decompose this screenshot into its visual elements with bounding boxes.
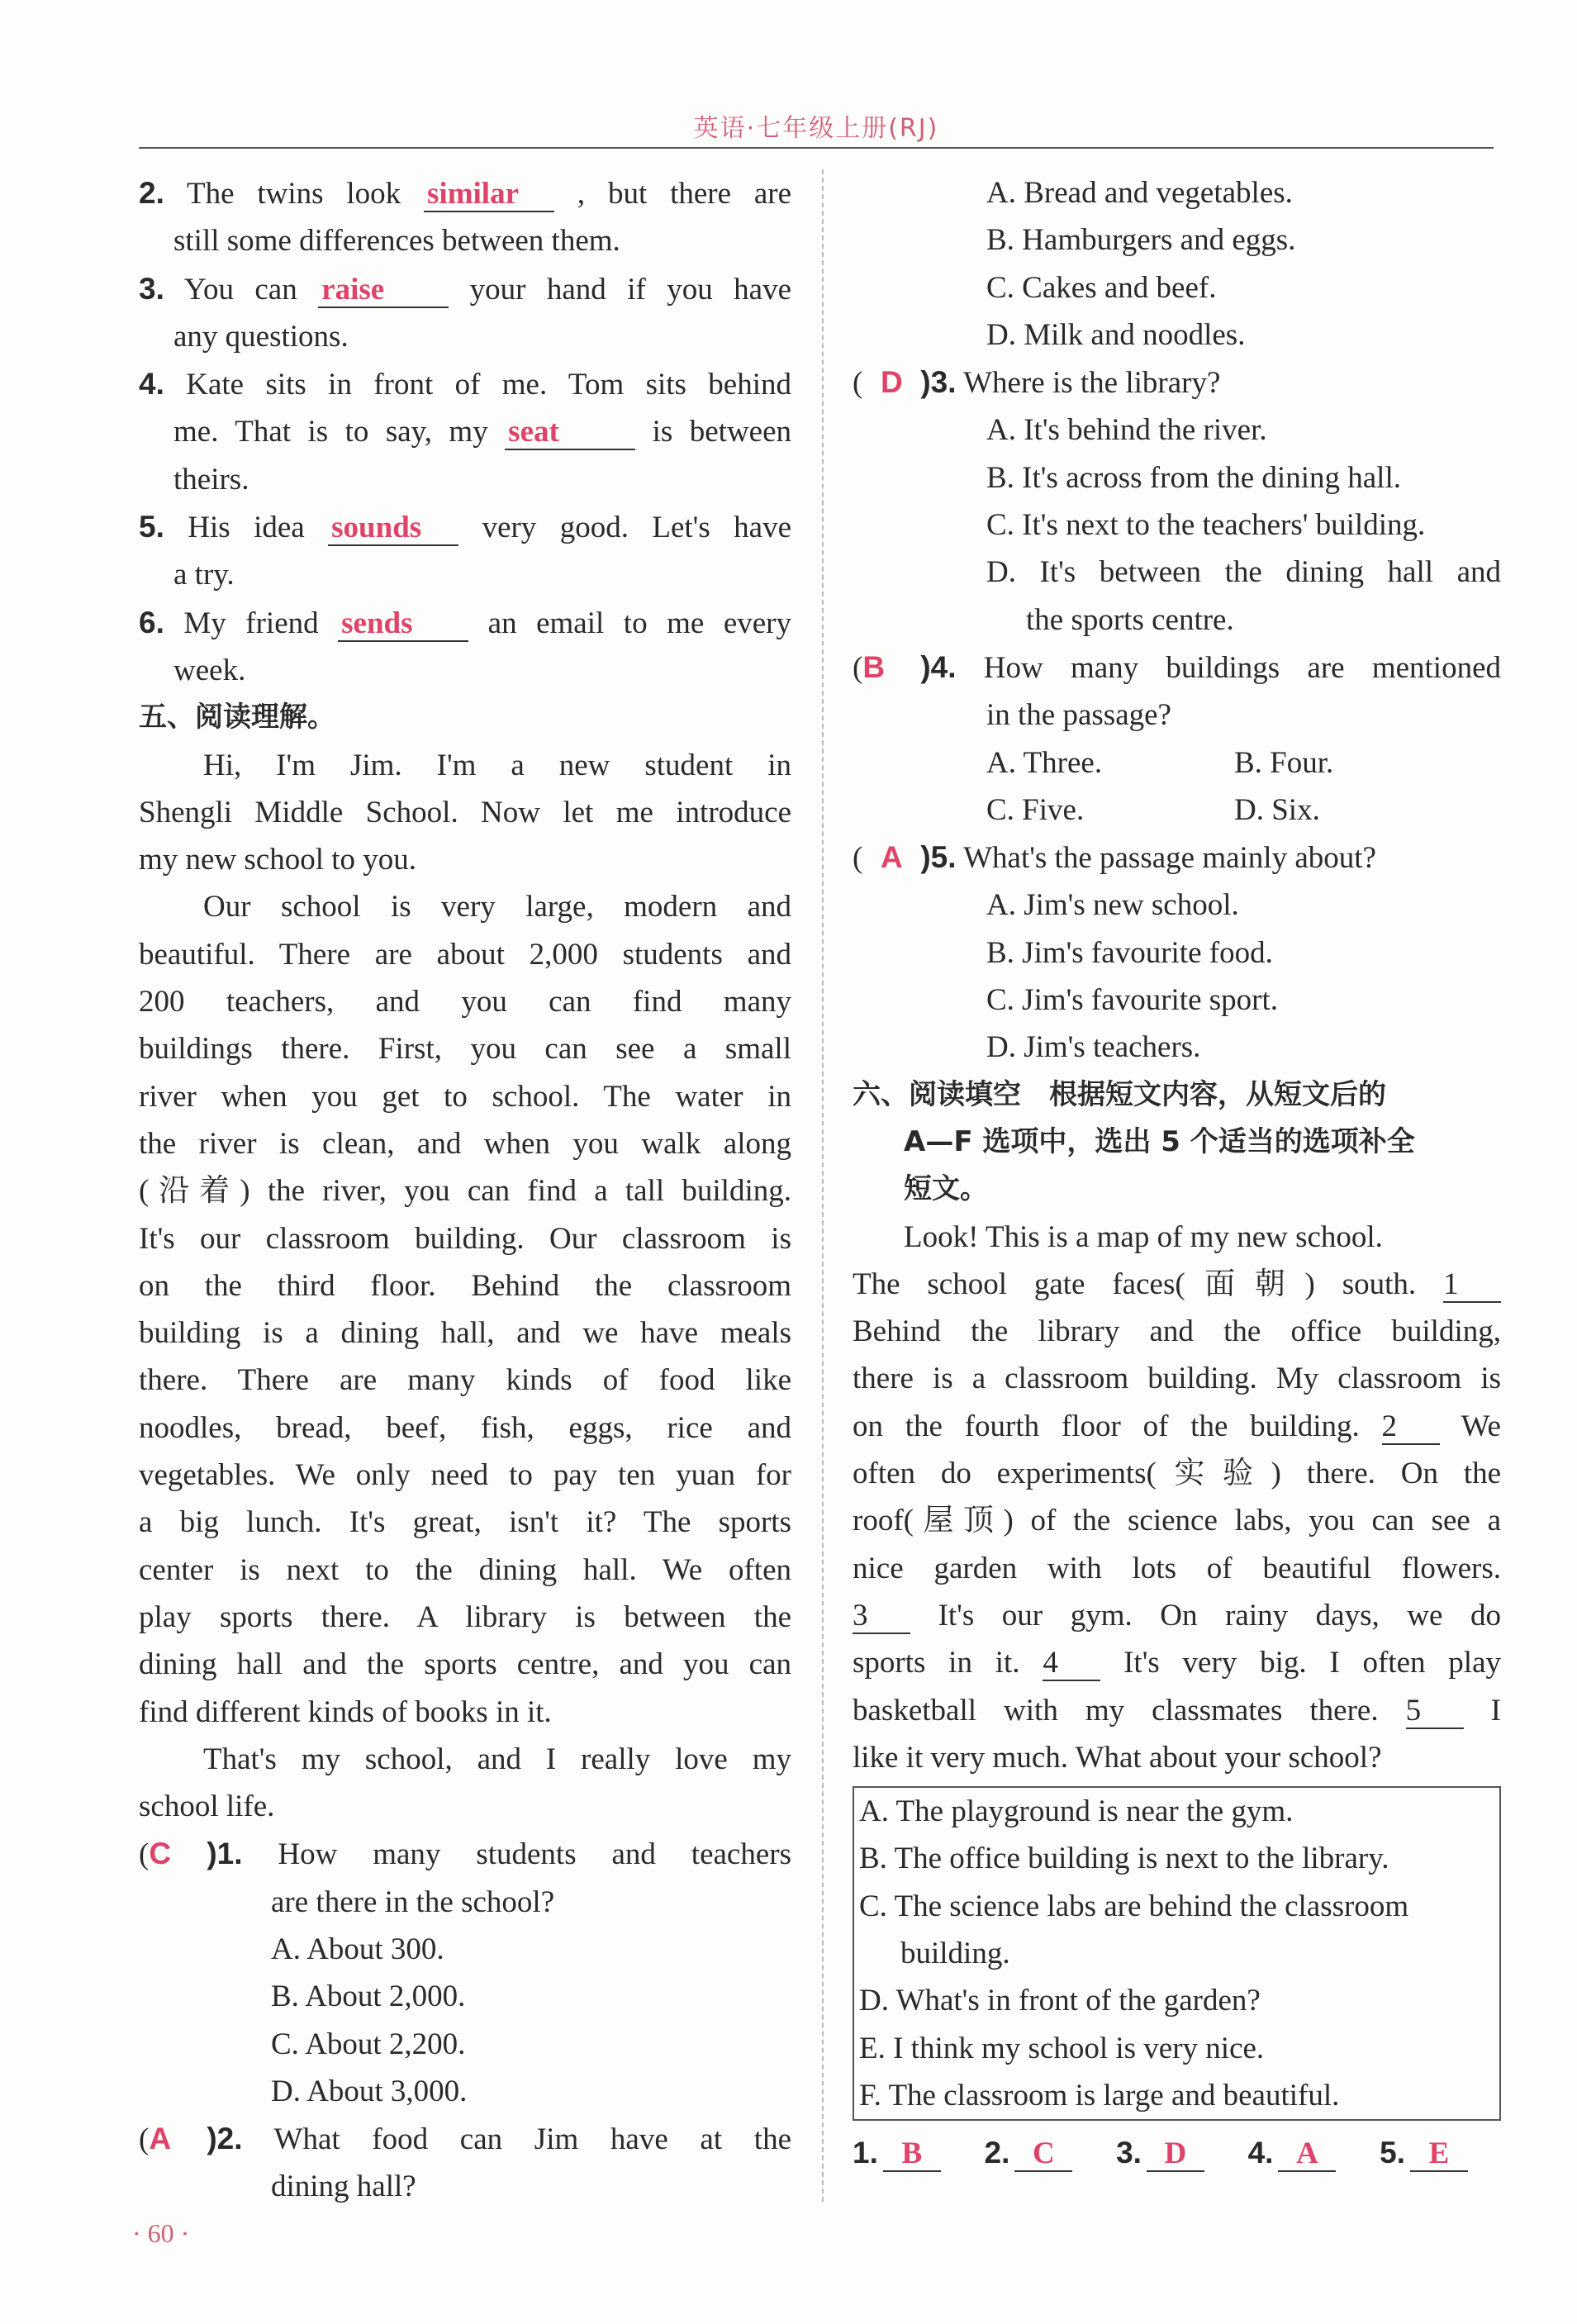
answer-1: B (883, 2137, 941, 2172)
answer-mark: A (880, 840, 903, 875)
answer-blank: raise (318, 273, 449, 308)
cloze-blank-4: 4 (1043, 1647, 1100, 1681)
answer-4: A (1278, 2137, 1336, 2172)
option-cont: building. (900, 1936, 1010, 1970)
option: B. Jim's favourite food. (986, 935, 1273, 970)
option: D. Milk and noodles. (986, 317, 1246, 352)
option: A. Bread and vegetables. (986, 176, 1293, 210)
fill-item-5: 5. His idea sounds very good. Let's have (139, 510, 792, 545)
left-column: 2. The twins look similar , but there are still some differences between them. 3. You can raise your hand if you have any questions. 4. Kate sits in front of me. Tom sits behind me. That is to say, my seat is between theirs. 5. His idea sounds very good. Let's have a try. 6. My friend sends an email to me every week. 五、阅读理解。 Hi, I'm Jim. I'm a new student in Shengli Middle School. Now let me introduce my new school to you. Our school is very large, modern and beautiful. There are about 2,000 students and 200 teachers, and you can find many buildings there. First, you can see a small river when you get to school. The water in the river is clean, and when you walk along (沿着) the river, you can find a tall building. It's our classroom building. Our classroom is on the third floor. Behind the classroom building is a dining hall, and we have meals there. There are many kinds of food like noodles, bread, beef, fish, eggs, rice and vegetables. We only need to pay ten yuan for a big lunch. It's great, isn't it? The sports center is next to the dining hall. We often play sports there. A library is between the dining hall and the sports centre, and you can find different kinds of books in it. That's my school, and I really love my school life. (C )1. How many students and teachers are there in the school? A. About 300. B. About 2,000. C. About 2,200. D. About 3,000. (A )2. What food can Jim have at the dining hall? (139, 169, 791, 2211)
option: B. Four. (1234, 745, 1334, 780)
answer-row: 1. B 2. C 3. D 4. A 5. E (853, 2129, 1501, 2177)
cloze-blank-2: 2 (1382, 1410, 1440, 1445)
options-box (853, 1786, 1501, 2121)
question-3: ( D )3. Where is the library? (853, 359, 1501, 406)
answer-blank: sends (338, 607, 468, 642)
answer-mark: A (149, 2122, 172, 2156)
header-rule (139, 147, 1494, 149)
option: D. Six. (1234, 792, 1320, 827)
option: C. It's next to the teachers' building. (986, 508, 1426, 543)
section-title-reading: 五、阅读理解。 (139, 701, 335, 734)
fill-item-3: 3. You can raise your hand if you have (139, 271, 791, 307)
cloze-blank-5: 5 (1406, 1694, 1464, 1729)
option: B. The office building is next to the library. (859, 1842, 1389, 1876)
option: F. The classroom is large and beautiful. (859, 2078, 1340, 2113)
answer-3: D (1147, 2137, 1204, 2172)
option: B. Hamburgers and eggs. (986, 223, 1296, 258)
option: D. Jim's teachers. (986, 1030, 1201, 1065)
option: B. It's across from the dining hall. (986, 460, 1401, 495)
option: A. Three. (986, 745, 1103, 780)
option-cont: the sports centre. (1026, 602, 1234, 637)
answer-mark: D (880, 365, 903, 400)
reading-passage: Hi, I'm Jim. I'm a new student in Shengli Middle School. Now let me introduce my new school to you. Our school is very large, modern and beautiful. There are about 2,000 students and 200 teachers, and you can find many buildings there. First, you can see a small river when you get to school. The water in the river is clean, and when you walk along (沿着) the river, you can find a tall building. It's our classroom building. Our classroom is on the third floor. Behind the classroom building is a dining hall, and we have meals there. There are many kinds of food like noodles, bread, beef, fish, eggs, rice and vegetables. We only need to pay ten yuan for a big lunch. It's great, isn't it? The sports center is next to the dining hall. We often play sports there. A library is between the dining hall and the sports centre, and you can find different kinds of books in it. That's my school, and I really love my school life. (139, 748, 791, 1824)
page-number: · 60 · (132, 2218, 190, 2248)
fill-item-4: 4. Kate sits in front of me. Tom sits behind (139, 367, 792, 402)
question-2: (A )2. What food can Jim have at the (139, 2115, 791, 2163)
option: A. About 300. (271, 1932, 444, 1966)
question-5: ( A )5. What's the passage mainly about? (853, 834, 1501, 882)
answer-mark: C (149, 1837, 172, 1871)
option: A. The playground is near the gym. (859, 1794, 1294, 1829)
page-header: 英语·七年级上册(RJ) (693, 114, 939, 143)
option: D. About 3,000. (271, 2074, 468, 2108)
column-divider (822, 169, 824, 2202)
cloze-blank-3: 3 (853, 1599, 910, 1634)
cloze-passage: Look! This is a map of my new school. The school gate faces(面朝) south. 1 Behind the library and the office building, there is a classroom building. My classroom is on the fourth floor of the building. 2 We often do experiments(实验) there. On the roof(屋顶) of the science labs, you can see a nice garden with lots of beautiful flowers. 3 It's our gym. On rainy days, we do sports in it. 4 It's very big. I often play basketball with my classmates there. 5 I like it very much. What about your school? (853, 1219, 1502, 1775)
option: C. Cakes and beef. (986, 270, 1217, 305)
answer-2: C (1014, 2137, 1072, 2172)
option: C. Five. (986, 792, 1085, 827)
option: E. I think my school is very nice. (859, 2031, 1265, 2065)
right-column: A. Bread and vegetables. B. Hamburgers and eggs. C. Cakes and beef. D. Milk and noodles. ( D )3. Where is the library? A. It's behind the river. B. It's across from the dining hall. C. It's next to the teachers' building. D. It's between the dining hall and the sports centre. (B )4. How many buildings are mentioned in the passage? A. Three. B. Four. C. Five. D. Six. ( A )5. What's the passage mainly about? A. Jim's new school. B. Jim's favourite food. C. Jim's favourite sport. D. Jim's teachers. 六、阅读填空 根据短文内容，从短文后的 A—F 选项中，选出 5 个适当的选项补全 短文。 Look! This is a map of my new school. The school gate faces(面朝) south. 1 Behind the library and the office building, there is a classroom building. My classroom is on the fourth floor of the building. 2 We often do experiments(实验) there. On the roof(屋顶) of the science labs, you can see a nice garden with lots of beautiful flowers. 3 It's our gym. On rainy days, we do sports in it. 4 It's very big. I often play basketball with my classmates there. 5 I like it very much. What about your school? A. The playground is near the gym. B. The office building is next to the library. C. The science labs are behind the classroom building. D. What's in front of the garden? E. I think my school is very nice. F. The classroom is large and beautiful. 1. B 2. C 3. D 4. A 5. E (853, 169, 1501, 2177)
option: C. About 2,200. (271, 2027, 466, 2061)
answer-blank: seat (505, 416, 635, 450)
section-title-cloze: 六、阅读填空 根据短文内容，从短文后的 (853, 1077, 1386, 1111)
option: A. It's behind the river. (986, 413, 1267, 448)
answer-blank: sounds (328, 511, 458, 546)
answer-mark: B (862, 649, 886, 684)
option: C. The science labs are behind the classroom (859, 1889, 1409, 1923)
option: D. What's in front of the garden? (859, 1984, 1261, 2018)
option: A. Jim's new school. (986, 888, 1239, 923)
option: C. Jim's favourite sport. (986, 983, 1278, 1018)
option: D. It's between the dining hall and (986, 555, 1501, 590)
option: B. About 2,000. (271, 1979, 466, 2014)
answer-5: E (1410, 2137, 1468, 2172)
fill-item-2: 2. The twins look similar , but there are (139, 176, 792, 211)
question-4: (B )4. How many buildings are mentioned (853, 644, 1501, 691)
question-1: (C )1. How many students and teachers (139, 1830, 791, 1878)
cloze-blank-1: 1 (1443, 1268, 1501, 1303)
fill-item-6: 6. My friend sends an email to me every (139, 605, 791, 640)
answer-blank: similar (424, 178, 554, 212)
